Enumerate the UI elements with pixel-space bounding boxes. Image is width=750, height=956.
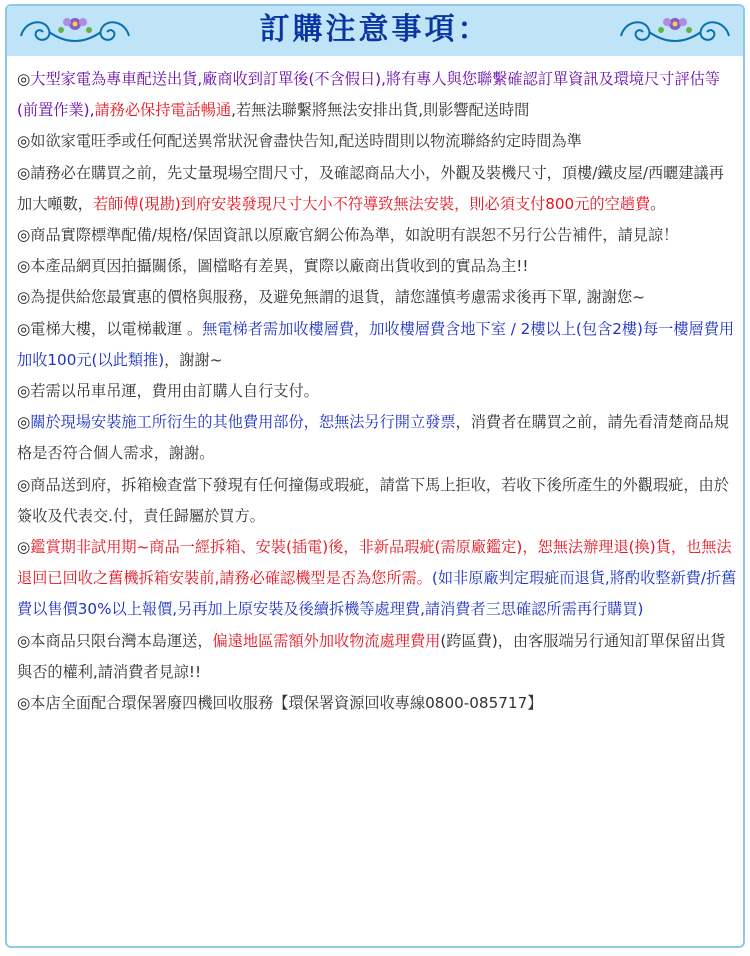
notice-item bbox=[17, 282, 739, 313]
bullet-icon: ◎ bbox=[17, 631, 31, 650]
bullet-icon: ◎ bbox=[17, 382, 31, 401]
notice-text: 為提供給您最實惠的價格與服務，及避免無謂的退貨，請您謹慎考慮需求後再下單, 謝謝您~ bbox=[30, 288, 645, 307]
notice-item bbox=[17, 688, 739, 719]
highlight-text: 偏遠地區需額外加收物流處理費用 bbox=[212, 631, 441, 650]
highlight-text: 若師傅(現勘)到府安裝發現尺寸大小不符導致無法安裝，則必須支付800元的空趟費 bbox=[92, 194, 651, 213]
bullet-icon: ◎ bbox=[17, 257, 31, 276]
bullet-icon: ◎ bbox=[17, 538, 31, 557]
highlight-text: 鑑賞期非試用期~商品一經拆箱、安裝(插電)後，非新品瑕疵(需原廠鑑定)，恕無法辦理退(換)貨，也無法退回已回收之舊機拆箱安裝前,請務必確認機型是否為您所需。 bbox=[17, 538, 732, 588]
notice-item bbox=[17, 626, 739, 688]
notice-text: ，消費者在購買之前，請先看清楚商品規格是否符合個人需求，謝謝。 bbox=[17, 413, 729, 463]
bullet-icon: ◎ bbox=[17, 694, 31, 713]
notice-text: 本店全面配合環保署廢四機回收服務【環保署資源回收專線0800-085717】 bbox=[30, 694, 543, 713]
notice-text: 本產品網頁因拍攝關係，圖檔略有差異，實際以廠商出貨收到的實品為主!! bbox=[30, 257, 529, 276]
floral-scroll-icon bbox=[615, 10, 735, 52]
notice-text: 電梯大樓，以電梯載運 。 bbox=[30, 319, 203, 338]
notice-text: 商品送到府，拆箱檢查當下發現有任何撞傷或瑕疵，請當下馬上拒收，若收下後所產生的外觀瑕疵，由於簽收及代表交.付，責任歸屬於買方。 bbox=[17, 475, 729, 525]
notice-text: 。 bbox=[650, 194, 666, 213]
notice-text: 若需以吊車吊運，費用由訂購人自行支付。 bbox=[30, 382, 319, 401]
bullet-icon: ◎ bbox=[17, 319, 31, 338]
notice-text: (跨區費)，由客服端另行通知訂單保留出貨與否的權利,請消費者見諒!! bbox=[17, 631, 726, 681]
bullet-icon: ◎ bbox=[17, 163, 31, 182]
bullet-icon: ◎ bbox=[17, 475, 31, 494]
highlight-text: (如非原廠判定瑕疵而退貨,將酌收整新費/折舊費以售價30%以上報價,另再加上原安裝及後續拆機等處理費,請消費者三思確認所需再行購買) bbox=[17, 569, 737, 619]
notice-text: ,若無法聯繫將無法安排出貨,則影響配送時間 bbox=[231, 101, 530, 120]
notice-text: 商品實際標準配備/規格/保固資訊以原廠官網公佈為準，如說明有誤恕不另行公告補件，請見諒！ bbox=[30, 226, 679, 245]
notice-list bbox=[17, 64, 739, 719]
highlight-text: 無電梯者需加收樓層費，加收樓層費含地下室 / 2樓以上(包含2樓)每一樓層費用加收100元(以此類推) bbox=[17, 319, 735, 369]
notice-item bbox=[17, 158, 739, 220]
highlight-text: 請務必保持電話暢通 bbox=[94, 101, 232, 120]
notice-item bbox=[17, 470, 739, 532]
notice-item bbox=[17, 64, 739, 126]
notice-text: 本商品只限台灣本島運送， bbox=[30, 631, 213, 650]
bullet-icon: ◎ bbox=[17, 226, 31, 245]
notice-text: 請務必在購買之前，先丈量現場空間尺寸，及確認商品大小，外觀及裝機尺寸，頂樓/鐵皮屋/西曬建議再加大噸數， bbox=[17, 163, 724, 213]
notice-text: 如欲家電旺季或任何配送異常狀況會盡快告知,配送時間則以物流聯絡約定時間為準 bbox=[30, 132, 582, 151]
bullet-icon: ◎ bbox=[17, 132, 31, 151]
bullet-icon: ◎ bbox=[17, 70, 31, 88]
highlight-text: 大型家電為專車配送出貨,廠商收到訂單後(不含假日),將有專人與您聯繫確認訂單資訊及環境尺寸評估等(前置作業), bbox=[17, 70, 721, 120]
notice-item bbox=[17, 126, 739, 157]
notice-panel bbox=[5, 4, 745, 948]
notice-item bbox=[17, 407, 739, 469]
notice-item bbox=[17, 376, 739, 407]
highlight-text: 關於現場安裝施工所衍生的其他費用部份，恕無法另行開立發票 bbox=[30, 413, 456, 432]
notice-item bbox=[17, 220, 739, 251]
notice-text: ，謝謝~ bbox=[164, 350, 223, 369]
bullet-icon: ◎ bbox=[17, 288, 31, 307]
page-title: 訂購注意事項： bbox=[259, 12, 491, 47]
notice-item bbox=[17, 251, 739, 282]
notice-item bbox=[17, 532, 739, 626]
notice-item bbox=[17, 314, 739, 376]
bullet-icon: ◎ bbox=[17, 413, 31, 432]
